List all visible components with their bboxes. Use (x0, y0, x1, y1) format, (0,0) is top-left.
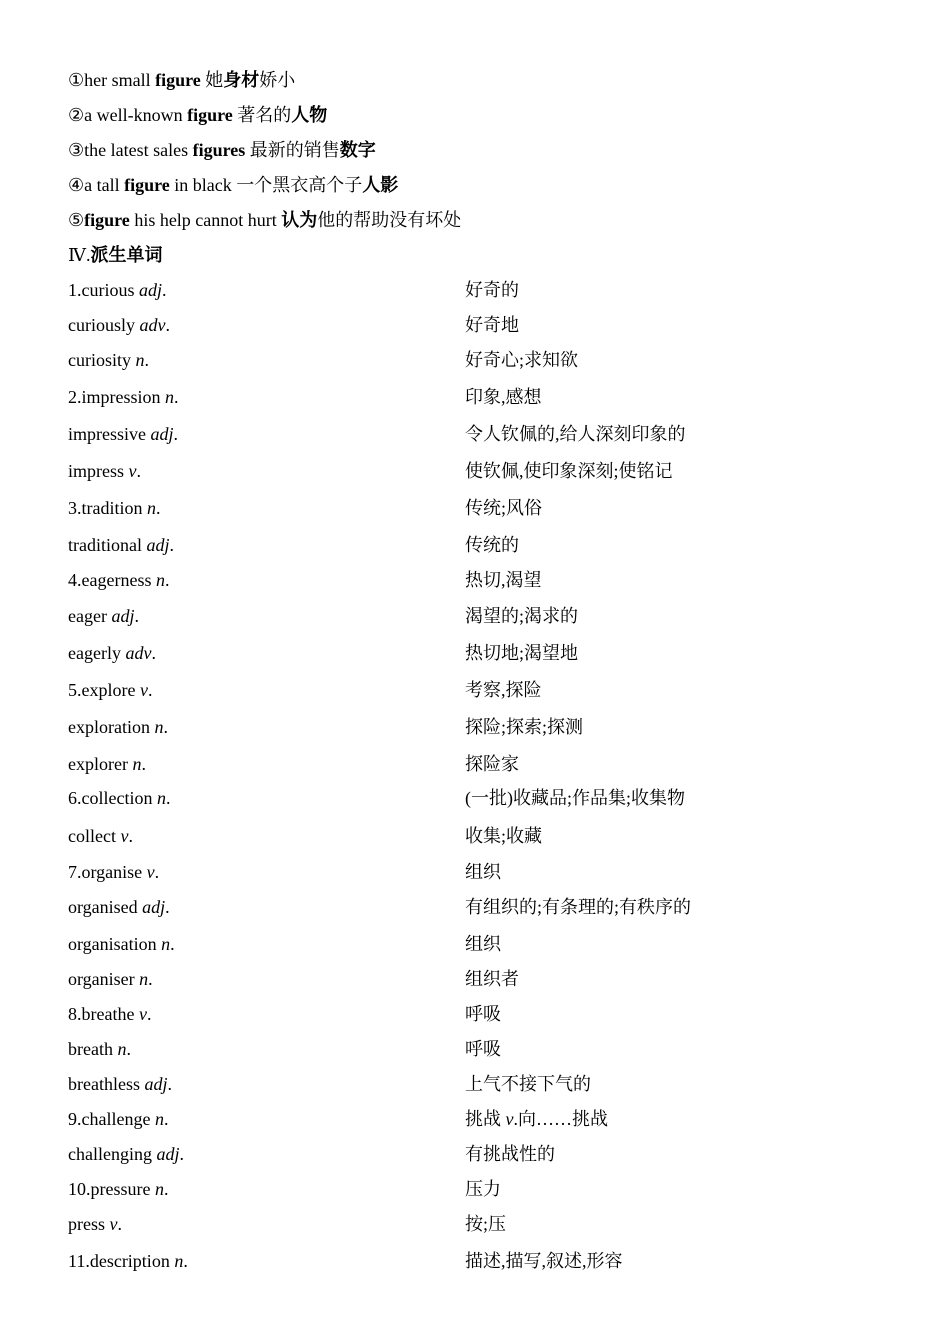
word-text: 2.impression (68, 387, 165, 407)
part-of-speech: n (154, 1109, 164, 1129)
extra-part-of-speech: v (505, 1109, 514, 1129)
word-row (0, 605, 950, 629)
word-meaning (465, 861, 501, 883)
example-marker: ④ (68, 175, 85, 195)
word-entry (68, 1038, 131, 1060)
word-text: 3.tradition (68, 498, 147, 518)
word-row (0, 1143, 950, 1167)
part-of-speech: n (154, 717, 164, 737)
word-meaning (465, 534, 519, 556)
pos-suffix: . (151, 643, 156, 663)
word-entry (68, 1213, 122, 1235)
example-text: the latest sales (84, 140, 193, 160)
word-meaning (465, 279, 519, 301)
word-row (0, 968, 950, 992)
part-of-speech: v (120, 826, 129, 846)
example-translation-tail: 娇小 (259, 70, 296, 90)
pos-suffix: . (179, 1144, 184, 1164)
pos-suffix: . (165, 788, 171, 808)
meaning-text: 渴望的;渴求的 (465, 606, 579, 626)
section-numeral: Ⅳ. (68, 245, 91, 265)
word-row (0, 1108, 950, 1132)
meaning-text: 收集;收藏 (465, 826, 543, 846)
example-keyword: figure (155, 70, 201, 90)
part-of-speech: adv (139, 315, 166, 335)
pos-suffix: . (165, 897, 170, 917)
word-row (0, 386, 950, 410)
word-text: 6.collection (68, 788, 157, 808)
word-text: curiosity (68, 350, 136, 370)
word-text: press (68, 1214, 110, 1234)
meaning-text: 好奇地 (465, 315, 519, 335)
meaning-text: 上气不接下气的 (465, 1074, 591, 1094)
word-entry (68, 753, 146, 775)
pos-suffix: . (183, 1251, 188, 1271)
pos-suffix: . (134, 606, 139, 626)
part-of-speech: adj (150, 424, 174, 444)
example-translation-highlight: 数字 (339, 140, 376, 161)
word-meaning (465, 386, 542, 408)
pos-suffix: . (174, 387, 179, 407)
word-text: 4.eagerness (68, 570, 156, 590)
part-of-speech: n (161, 934, 171, 954)
example-translation-highlight: 认为 (281, 210, 318, 231)
meaning-text: 呼吸 (465, 1004, 501, 1024)
word-row (0, 1250, 950, 1274)
example-keyword: figure (187, 105, 233, 125)
word-meaning (465, 933, 501, 955)
part-of-speech: n (155, 570, 165, 590)
meaning-text: 按;压 (465, 1214, 507, 1234)
word-text: breathless (68, 1074, 145, 1094)
pos-suffix: . (126, 1039, 131, 1059)
word-meaning (465, 1178, 501, 1200)
word-entry (68, 968, 153, 990)
word-text: explorer (68, 754, 133, 774)
example-translation-highlight: 人影 (362, 175, 399, 196)
part-of-speech: n (117, 1039, 127, 1059)
example-translation: 她 (200, 70, 224, 90)
part-of-speech: n (139, 969, 149, 989)
word-row (0, 534, 950, 558)
word-meaning (465, 1143, 555, 1165)
word-row (0, 569, 950, 593)
word-text: collect (68, 826, 121, 846)
meaning-text: (一批)收藏品;作品集;收集物 (465, 788, 685, 808)
part-of-speech: v (109, 1214, 118, 1234)
pos-suffix: . (165, 315, 170, 335)
part-of-speech: n (135, 350, 145, 370)
pos-suffix: . (163, 717, 168, 737)
meaning-text: 热切地;渴望地 (465, 643, 579, 663)
word-entry (68, 1143, 184, 1165)
pos-suffix: . (146, 1004, 152, 1024)
word-row (0, 279, 950, 303)
pos-suffix: . (163, 1109, 169, 1129)
meaning-text: 描述,描写,叙述,形容 (465, 1251, 623, 1271)
word-meaning (465, 605, 578, 627)
word-row (0, 314, 950, 338)
word-meaning (465, 642, 578, 664)
word-text: curiously (68, 315, 140, 335)
example-marker: ② (68, 105, 85, 125)
word-meaning (465, 1038, 501, 1060)
word-row (0, 1003, 950, 1027)
word-entry (68, 423, 178, 445)
word-row (0, 1178, 950, 1202)
part-of-speech: n (165, 387, 174, 407)
section-title: 派生单词 (90, 245, 163, 266)
figure-example-4 (68, 174, 398, 197)
word-meaning (465, 497, 542, 519)
meaning-text: 有挑战性的 (465, 1144, 555, 1164)
meaning-text: 有组织的;有条理的;有秩序的 (465, 897, 692, 917)
word-row (0, 642, 950, 666)
word-entry (68, 787, 170, 809)
word-entry (68, 386, 179, 408)
meaning-text: 组织 (465, 934, 501, 954)
word-row (0, 1213, 950, 1237)
part-of-speech: v (139, 680, 148, 700)
word-row (0, 1073, 950, 1097)
word-row (0, 787, 950, 811)
word-text: 7.organise (68, 862, 147, 882)
pos-suffix: . (169, 535, 174, 555)
word-text: traditional (68, 535, 147, 555)
example-marker: ③ (68, 140, 85, 160)
word-text: impressive (68, 424, 151, 444)
pos-suffix: . (148, 969, 153, 989)
meaning-text: 探险;探索;探测 (465, 717, 584, 737)
pos-suffix: . (128, 826, 133, 846)
word-row (0, 861, 950, 885)
word-text: exploration (68, 717, 155, 737)
example-translation-highlight: 身材 (223, 70, 260, 91)
figure-example-5 (68, 209, 461, 232)
word-meaning (465, 349, 578, 371)
word-row (0, 497, 950, 521)
figure-example-1 (68, 69, 295, 92)
meaning-text: 印象,感想 (465, 387, 542, 407)
word-row (0, 753, 950, 777)
word-entry (68, 1003, 151, 1025)
word-meaning (465, 423, 686, 445)
part-of-speech: n (147, 498, 156, 518)
word-meaning (465, 1073, 591, 1095)
word-meaning (465, 569, 542, 591)
example-translation: 最新的销售 (245, 140, 340, 160)
word-entry (68, 716, 168, 738)
example-translation-tail: 他的帮助没有坏处 (317, 210, 462, 230)
word-entry (68, 1073, 172, 1095)
pos-suffix: . (164, 570, 170, 590)
part-of-speech: adj (144, 1074, 168, 1094)
meaning-text: 使钦佩,使印象深刻;使铭记 (465, 461, 673, 481)
word-row (0, 896, 950, 920)
part-of-speech: adj (146, 535, 170, 555)
word-meaning (465, 679, 542, 701)
pos-suffix: . (144, 350, 149, 370)
word-entry (68, 314, 170, 336)
word-meaning (465, 787, 685, 809)
word-text: organised (68, 897, 143, 917)
part-of-speech: adj (139, 280, 163, 300)
word-meaning (465, 1250, 623, 1272)
word-meaning (465, 1108, 608, 1130)
meaning-text: 热切,渴望 (465, 570, 542, 590)
pos-suffix: . (136, 461, 141, 481)
part-of-speech: v (128, 461, 137, 481)
word-entry (68, 569, 169, 591)
part-of-speech: n (154, 1179, 164, 1199)
word-entry (68, 861, 159, 883)
pos-suffix: . (156, 498, 161, 518)
meaning-text: 探险家 (465, 754, 519, 774)
word-meaning (465, 314, 519, 336)
pos-suffix: . (170, 934, 175, 954)
meaning-text: 传统;风俗 (465, 498, 543, 518)
pos-suffix: . (162, 280, 167, 300)
example-text: a well-known (84, 105, 188, 125)
word-row (0, 423, 950, 447)
example-keyword: figure (84, 210, 130, 230)
example-marker: ⑤ (68, 210, 85, 230)
example-keyword: figure (124, 175, 170, 195)
word-meaning (465, 753, 519, 775)
word-entry (68, 679, 152, 701)
part-of-speech: adj (142, 897, 166, 917)
word-text: eager (68, 606, 112, 626)
word-entry (68, 534, 174, 556)
word-text: challenging (68, 1144, 157, 1164)
example-keyword: figures (192, 140, 246, 160)
word-row (0, 933, 950, 957)
meaning-text: 好奇心;求知欲 (465, 350, 579, 370)
part-of-speech: v (146, 862, 155, 882)
word-entry (68, 349, 149, 371)
part-of-speech: adv (125, 643, 152, 663)
example-text: a tall (84, 175, 125, 195)
example-translation: 著名的 (232, 105, 292, 125)
section-heading (68, 244, 162, 267)
part-of-speech: adj (111, 606, 135, 626)
meaning-text: 传统的 (465, 535, 519, 555)
word-entry (68, 1250, 188, 1272)
pos-suffix: . (163, 1179, 169, 1199)
pos-suffix: . (173, 424, 179, 444)
meaning-text: 令人钦佩的,给人深刻印象的 (465, 424, 686, 444)
word-row (0, 679, 950, 703)
word-meaning (465, 825, 542, 847)
pos-suffix: . (141, 754, 146, 774)
word-row (0, 716, 950, 740)
example-marker: ① (68, 70, 85, 90)
figure-example-2 (68, 104, 327, 127)
word-meaning (465, 1213, 506, 1235)
example-text: her small (84, 70, 156, 90)
example-translation: in black 一个黑衣高个子 (169, 175, 363, 195)
word-row (0, 349, 950, 373)
word-row (0, 460, 950, 484)
word-row (0, 1038, 950, 1062)
word-text: 8.breathe (68, 1004, 139, 1024)
pos-suffix: . (147, 680, 153, 700)
word-text: 9.challenge (68, 1109, 155, 1129)
part-of-speech: n (174, 1251, 184, 1271)
pos-suffix: . (117, 1214, 122, 1234)
word-meaning (465, 460, 673, 482)
part-of-speech: v (138, 1004, 147, 1024)
example-translation-highlight: 人物 (291, 105, 328, 126)
meaning-text: 好奇的 (465, 280, 519, 300)
word-text: 10.pressure (68, 1179, 155, 1199)
word-entry (68, 896, 170, 918)
word-entry (68, 460, 141, 482)
word-entry (68, 497, 161, 519)
word-text: breath (68, 1039, 118, 1059)
word-meaning (465, 968, 519, 990)
example-translation: his help cannot hurt (129, 210, 282, 230)
word-text: 11.description (68, 1251, 175, 1271)
word-entry (68, 933, 175, 955)
word-text: eagerly (68, 643, 126, 663)
word-entry (68, 1108, 168, 1130)
word-entry (68, 642, 156, 664)
meaning-text: 组织 (465, 862, 501, 882)
pos-suffix: . (154, 862, 160, 882)
word-entry (68, 825, 133, 847)
meaning-text: 压力 (465, 1179, 501, 1199)
word-text: impress (68, 461, 129, 481)
word-entry (68, 1178, 168, 1200)
word-text: 5.explore (68, 680, 140, 700)
meaning-text: 考察,探险 (465, 680, 542, 700)
meaning-text: 挑战 (465, 1109, 506, 1129)
part-of-speech: n (132, 754, 142, 774)
word-meaning (465, 896, 691, 918)
meaning-text: 组织者 (465, 969, 519, 989)
word-meaning (465, 1003, 501, 1025)
word-text: organiser (68, 969, 140, 989)
word-entry (68, 279, 167, 301)
extra-meaning-text: .向……挑战 (513, 1109, 608, 1129)
word-row (0, 825, 950, 849)
word-text: 1.curious (68, 280, 139, 300)
part-of-speech: adj (156, 1144, 180, 1164)
word-text: organisation (68, 934, 162, 954)
part-of-speech: n (156, 788, 166, 808)
word-entry (68, 605, 139, 627)
word-meaning (465, 716, 583, 738)
figure-example-3 (68, 139, 376, 162)
pos-suffix: . (167, 1074, 172, 1094)
meaning-text: 呼吸 (465, 1039, 501, 1059)
